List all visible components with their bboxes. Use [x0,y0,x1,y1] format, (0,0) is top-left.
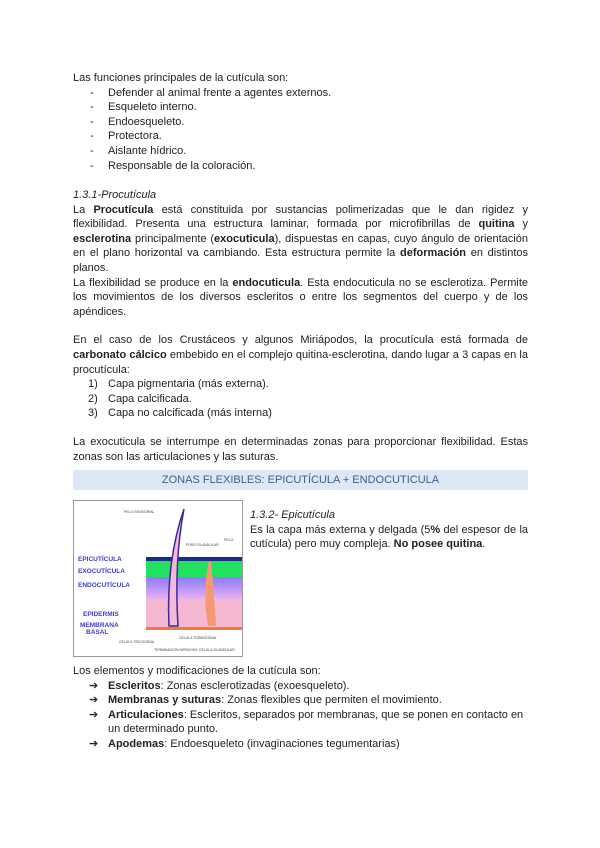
arrow-icon: ➔ [89,694,99,707]
svg-text:CÉLULA TORMÓGENA: CÉLULA TORMÓGENA [179,636,217,640]
list-item: 1) Capa pigmentaria (más externa). [88,378,269,391]
arrow-icon: ➔ [89,679,99,692]
arrow-icon: ➔ [89,708,99,721]
svg-text:EXOCUTÍCULA: EXOCUTÍCULA [78,568,125,575]
epidermis-layer [146,599,242,627]
list-item: ➔ Membranas y suturas: Zonas flexibles que permiten el movimiento. [89,694,442,707]
svg-text:CÉLULA GLANDULAR: CÉLULA GLANDULAR [199,648,235,652]
basement-membrane [146,627,242,630]
endocuticle-layer [146,577,242,599]
epicuticula-section [250,508,528,552]
elements-intro: Los elementos y modificaciones de la cutícula son: [73,665,321,677]
list-item: - Endoesqueleto. [73,115,528,130]
functions-list [73,86,528,174]
procuticula-section [73,188,528,464]
paragraph: En el caso de los Crustáceos y algunos Miriápodos, la procutícula está formada de carbonato cálcico embebido en el complejo quitina-esclerotina, dando lugar a 3 capas en la procutícula: [73,334,528,376]
list-item: 3) Capa no calcificada (más interna) [88,407,272,420]
list-item: - Responsable de la coloración. [73,159,528,174]
svg-text:PELO: PELO [224,538,234,542]
paragraph: Es la capa más externa y delgada (5% del espesor de la cutícula) pero muy compleja. No posee quitina. [250,523,529,551]
section-heading: 1.3.2- Epicutícula [250,509,335,521]
svg-text:PORO GLANDULAR: PORO GLANDULAR [186,543,219,547]
cuticle-diagram [73,500,243,657]
elements-section [73,664,528,752]
list-item: 2) Capa calcificada. [88,392,192,405]
flexible-zones-banner: ZONAS FLEXIBLES: EPICUTÍCULA + ENDOCUTICULA [73,470,528,490]
list-item: ➔ Articulaciones: Escleritos, separados por membranas, que se ponen en contacto en un determinado punto. [89,708,524,736]
svg-text:MEMBRANA: MEMBRANA [80,622,119,629]
paragraph: La Procutícula está constituida por sustancias polimerizadas que le dan rigidez y flexibilidad. Presenta una estructura laminar, formada por microfibrillas de quitina y esclerotina principalmente (exocuticula), dispuestas en capas, cuyo ángulo de orientación en el plano horizontal va cambiando. Esta estructura permite la deformación en distintos planos. [73,203,528,274]
svg-text:ENDOCUTÍCULA: ENDOCUTÍCULA [78,582,130,589]
list-item: - Aislante hídrico. [73,144,528,159]
svg-text:CÉLULA TRICÓGENA: CÉLULA TRICÓGENA [119,640,155,644]
paragraph: La exocuticula se interrumpe en determinadas zonas para proporcionar flexibilidad. Estas zonas son las articulaciones y las suturas. [73,435,528,463]
functions-section [73,71,528,173]
list-item: - Esqueleto interno. [73,100,528,115]
arrow-icon: ➔ [89,737,99,750]
list-item: - Defender al animal frente a agentes externos. [73,86,528,101]
functions-intro: Las funciones principales de la cutícula son: [73,72,289,84]
section-heading: 1.3.1-Procutícula [73,189,157,201]
list-item: ➔ Apodemas: Endoesqueleto (invaginaciones tegumentarias) [89,737,400,750]
layers-list [73,377,528,421]
svg-text:EPIDERMIS: EPIDERMIS [83,611,119,618]
svg-text:BASAL: BASAL [86,629,109,636]
exocuticle-layer [146,561,242,577]
svg-text:EPICUTÍCULA: EPICUTÍCULA [78,556,122,563]
list-item: - Protectora. [73,129,528,144]
paragraph: La flexibilidad se produce en la endocuticula. Esta endocuticula no se esclerotiza. Permite los movimientos de los diversos escleritos o entre los segmentos del cuerpo y de los apéndices. [73,276,529,318]
svg-text:TERMINACIÓN NERVIOSA: TERMINACIÓN NERVIOSA [154,648,198,652]
list-item: ➔ Escleritos: Zonas esclerotizadas (exoesqueleto). [89,679,350,692]
svg-text:PELO SENSORIAL: PELO SENSORIAL [124,510,155,514]
elements-list [73,679,528,752]
